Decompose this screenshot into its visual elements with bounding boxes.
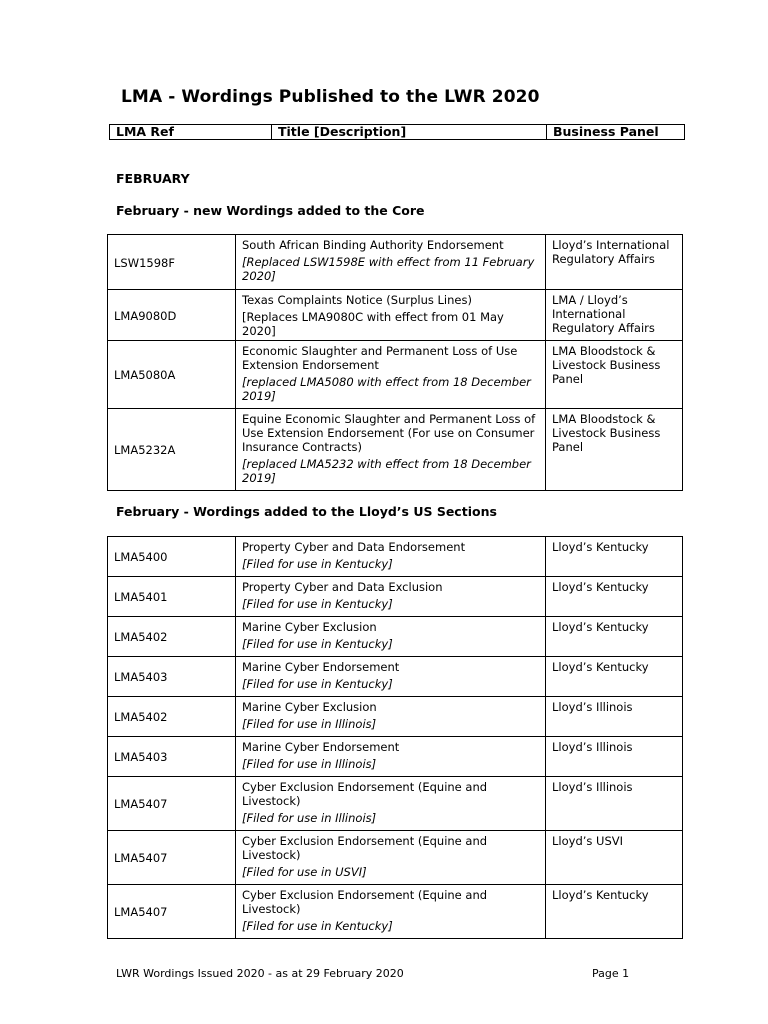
table-row bbox=[108, 885, 683, 939]
table-row bbox=[108, 577, 683, 617]
column-header-ref: LMA Ref bbox=[110, 125, 272, 139]
wording-note: [Filed for use in Kentucky] bbox=[242, 597, 393, 611]
table-row bbox=[108, 537, 683, 577]
business-panel: Lloyd’s Illinois bbox=[546, 697, 683, 737]
wording-description-cell bbox=[236, 290, 546, 341]
business-panel: Lloyd’s Kentucky bbox=[546, 657, 683, 697]
wording-description-cell bbox=[236, 737, 546, 777]
wording-description-cell bbox=[236, 409, 546, 491]
business-panel: Lloyd’s Illinois bbox=[546, 777, 683, 831]
wording-description-cell bbox=[236, 617, 546, 657]
table-row bbox=[108, 290, 683, 341]
wording-description-cell bbox=[236, 235, 546, 290]
wording-description-cell bbox=[236, 831, 546, 885]
column-header-panel: Business Panel bbox=[553, 124, 659, 139]
wording-title: Marine Cyber Exclusion bbox=[242, 700, 377, 714]
business-panel: LMA Bloodstock & Livestock Business Panel bbox=[546, 409, 683, 491]
wording-ref: LSW1598F bbox=[108, 235, 236, 290]
wording-title: Texas Complaints Notice (Surplus Lines) bbox=[242, 293, 472, 307]
table-row bbox=[108, 657, 683, 697]
business-panel: Lloyd’s Kentucky bbox=[546, 577, 683, 617]
business-panel: LMA Bloodstock & Livestock Business Panel bbox=[546, 341, 683, 409]
wording-title: Cyber Exclusion Endorsement (Equine and Livestock) bbox=[242, 888, 488, 916]
business-panel: Lloyd’s Kentucky bbox=[546, 537, 683, 577]
wording-note: [Filed for use in Illinois] bbox=[242, 811, 377, 825]
column-header-row bbox=[109, 124, 685, 140]
table-row bbox=[108, 697, 683, 737]
wording-note: [Filed for use in Illinois] bbox=[242, 717, 377, 731]
wording-description-cell bbox=[236, 657, 546, 697]
wording-ref: LMA5407 bbox=[108, 831, 236, 885]
wording-note: [Filed for use in Kentucky] bbox=[242, 557, 393, 571]
footer-text: LWR Wordings Issued 2020 - as at 29 February 2020 bbox=[116, 967, 404, 980]
wording-note: [Filed for use in Kentucky] bbox=[242, 919, 393, 933]
us-wordings-table bbox=[107, 536, 683, 939]
wording-ref: LMA5400 bbox=[108, 537, 236, 577]
business-panel: Lloyd’s Kentucky bbox=[546, 617, 683, 657]
wording-description-cell bbox=[236, 577, 546, 617]
wording-title: Marine Cyber Exclusion bbox=[242, 620, 377, 634]
wording-note: [Filed for use in Illinois] bbox=[242, 757, 377, 771]
wording-description-cell bbox=[236, 885, 546, 939]
wording-note: [Filed for use in USVI] bbox=[242, 865, 367, 879]
wording-note: [Replaces LMA9080C with effect from 01 May 2020] bbox=[242, 310, 504, 338]
month-heading: FEBRUARY bbox=[116, 171, 190, 186]
wording-ref: LMA9080D bbox=[108, 290, 236, 341]
wording-title: Cyber Exclusion Endorsement (Equine and Livestock) bbox=[242, 834, 488, 862]
wording-note: [Replaced LSW1598E with effect from 11 February 2020] bbox=[242, 255, 535, 283]
section-heading-core: February - new Wordings added to the Core bbox=[116, 203, 425, 218]
wording-title: South African Binding Authority Endorsement bbox=[242, 238, 504, 252]
wording-ref: LMA5403 bbox=[108, 657, 236, 697]
wording-note: [replaced LMA5080 with effect from 18 December 2019] bbox=[242, 375, 531, 403]
table-row bbox=[108, 617, 683, 657]
wording-ref: LMA5402 bbox=[108, 617, 236, 657]
wording-ref: LMA5402 bbox=[108, 697, 236, 737]
wording-title: Cyber Exclusion Endorsement (Equine and Livestock) bbox=[242, 780, 488, 808]
table-row bbox=[108, 737, 683, 777]
table-row bbox=[108, 777, 683, 831]
wording-title: Property Cyber and Data Exclusion bbox=[242, 580, 443, 594]
wording-note: [Filed for use in Kentucky] bbox=[242, 637, 393, 651]
wording-description-cell bbox=[236, 697, 546, 737]
wording-note: [replaced LMA5232 with effect from 18 December 2019] bbox=[242, 457, 531, 485]
table-row bbox=[108, 341, 683, 409]
business-panel: LMA / Lloyd’s International Regulatory Affairs bbox=[546, 290, 683, 341]
business-panel: Lloyd’s International Regulatory Affairs bbox=[546, 235, 683, 290]
wording-description-cell bbox=[236, 777, 546, 831]
business-panel: Lloyd’s USVI bbox=[546, 831, 683, 885]
business-panel: Lloyd’s Illinois bbox=[546, 737, 683, 777]
table-row bbox=[108, 831, 683, 885]
wording-title: Economic Slaughter and Permanent Loss of Use Extension Endorsement bbox=[242, 344, 518, 372]
business-panel: Lloyd’s Kentucky bbox=[546, 885, 683, 939]
wording-title: Marine Cyber Endorsement bbox=[242, 660, 400, 674]
column-header-title: Title [Description] bbox=[272, 125, 547, 139]
wording-ref: LMA5232A bbox=[108, 409, 236, 491]
wording-ref: LMA5407 bbox=[108, 777, 236, 831]
wording-ref: LMA5407 bbox=[108, 885, 236, 939]
wording-description-cell bbox=[236, 341, 546, 409]
wording-title: Property Cyber and Data Endorsement bbox=[242, 540, 466, 554]
wording-ref: LMA5403 bbox=[108, 737, 236, 777]
page-number: Page 1 bbox=[592, 967, 630, 980]
table-row bbox=[108, 409, 683, 491]
wording-title: Marine Cyber Endorsement bbox=[242, 740, 400, 754]
wording-note: [Filed for use in Kentucky] bbox=[242, 677, 393, 691]
table-row bbox=[108, 235, 683, 290]
section-heading-us: February - Wordings added to the Lloyd’s US Sections bbox=[116, 504, 497, 519]
wording-ref: LMA5080A bbox=[108, 341, 236, 409]
wording-title: Equine Economic Slaughter and Permanent Loss of Use Extension Endorsement (For use on Consumer Insurance Contracts) bbox=[242, 412, 536, 454]
wording-description-cell bbox=[236, 537, 546, 577]
document-title: LMA - Wordings Published to the LWR 2020 bbox=[121, 87, 540, 107]
wording-ref: LMA5401 bbox=[108, 577, 236, 617]
core-wordings-table bbox=[107, 234, 683, 491]
